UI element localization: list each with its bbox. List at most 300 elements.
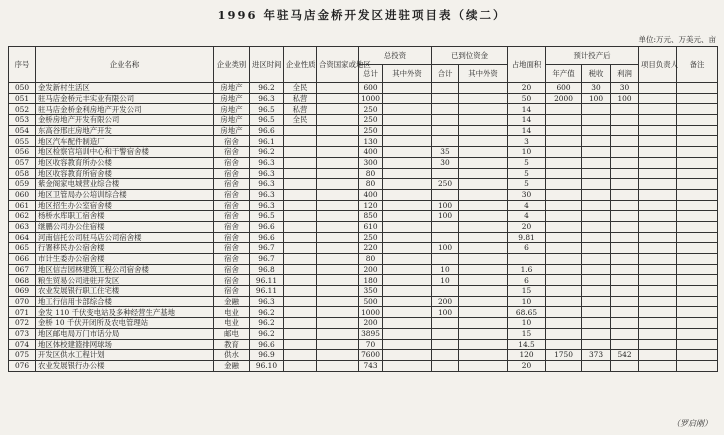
- cell-tax: [582, 243, 611, 254]
- cell-category: 房地产: [214, 104, 250, 115]
- cell-nature: 私营: [284, 104, 317, 115]
- cell-total: 80: [359, 168, 383, 179]
- cell-jv-country: [317, 275, 359, 286]
- cell-manager: [639, 275, 677, 286]
- cell-name: 地区收容教育所办公楼: [36, 157, 214, 168]
- cell-output: [546, 221, 582, 232]
- cell-profit: [611, 254, 639, 265]
- cell-no: 071: [9, 307, 36, 318]
- table-row: [9, 254, 718, 265]
- cell-category: 宿舍: [214, 275, 250, 286]
- cell-paid-total: 10: [432, 264, 459, 275]
- cell-name: 驻马店金桥元丰实业有限公司: [36, 93, 214, 104]
- cell-output: [546, 189, 582, 200]
- cell-paid-total: [432, 339, 459, 350]
- cell-note: [677, 286, 718, 297]
- cell-output: 600: [546, 83, 582, 94]
- cell-total: 130: [359, 136, 383, 147]
- header-jv-country: 合资国家或地区: [317, 47, 359, 83]
- cell-entry-time: 96.2: [250, 83, 284, 94]
- cell-paid-foreign: [459, 104, 508, 115]
- cell-name: 驻马店金桥金利房地产开发公司: [36, 104, 214, 115]
- cell-tax: [582, 296, 611, 307]
- cell-jv-country: [317, 115, 359, 126]
- cell-name: 金发新村生活区: [36, 83, 214, 94]
- cell-name: 地区体校建篮排网球场: [36, 339, 214, 350]
- cell-no: 076: [9, 360, 36, 371]
- header-category: 企业类别: [214, 47, 250, 83]
- header-foreign-total: 其中外资: [383, 65, 432, 83]
- cell-land: 15: [508, 286, 546, 297]
- table-row: [9, 318, 718, 329]
- cell-total: 220: [359, 243, 383, 254]
- cell-profit: [611, 328, 639, 339]
- cell-note: [677, 136, 718, 147]
- cell-output: 2000: [546, 93, 582, 104]
- cell-paid-total: 100: [432, 211, 459, 222]
- cell-category: 房地产: [214, 83, 250, 94]
- cell-total: 1000: [359, 307, 383, 318]
- cell-land: 10: [508, 147, 546, 158]
- cell-total: 3895: [359, 328, 383, 339]
- cell-manager: [639, 93, 677, 104]
- header-paid-foreign: 其中外资: [459, 65, 508, 83]
- cell-name: 河南信托公司驻马店公司宿舍楼: [36, 232, 214, 243]
- cell-output: [546, 157, 582, 168]
- cell-foreign-total: [383, 275, 432, 286]
- cell-jv-country: [317, 125, 359, 136]
- table-body: [9, 83, 718, 372]
- table-row: [9, 189, 718, 200]
- cell-entry-time: 96.6: [250, 232, 284, 243]
- cell-entry-time: 96.3: [250, 189, 284, 200]
- table-row: [9, 104, 718, 115]
- cell-profit: [611, 125, 639, 136]
- cell-paid-total: [432, 221, 459, 232]
- cell-nature: [284, 221, 317, 232]
- project-table: [8, 46, 718, 372]
- table-row: [9, 83, 718, 94]
- cell-foreign-total: [383, 264, 432, 275]
- table-row: [9, 211, 718, 222]
- table-row: [9, 115, 718, 126]
- cell-output: [546, 232, 582, 243]
- cell-nature: [284, 350, 317, 361]
- header-expected: 预计投产后: [546, 47, 639, 65]
- cell-nature: [284, 136, 317, 147]
- cell-nature: [284, 179, 317, 190]
- cell-nature: [284, 254, 317, 265]
- cell-tax: [582, 125, 611, 136]
- cell-category: 宿舍: [214, 211, 250, 222]
- cell-nature: [284, 275, 317, 286]
- cell-paid-foreign: [459, 83, 508, 94]
- cell-output: [546, 339, 582, 350]
- cell-paid-foreign: [459, 115, 508, 126]
- cell-paid-total: [432, 168, 459, 179]
- cell-foreign-total: [383, 221, 432, 232]
- cell-category: 金融: [214, 360, 250, 371]
- cell-no: 070: [9, 296, 36, 307]
- cell-output: [546, 328, 582, 339]
- cell-tax: [582, 147, 611, 158]
- cell-profit: [611, 307, 639, 318]
- cell-name: 地区汽车配件制造厂: [36, 136, 214, 147]
- cell-note: [677, 339, 718, 350]
- header-entry-time: 进区时间: [250, 47, 284, 83]
- cell-no: 056: [9, 147, 36, 158]
- cell-no: 065: [9, 243, 36, 254]
- cell-category: 教育: [214, 339, 250, 350]
- cell-entry-time: 96.6: [250, 221, 284, 232]
- cell-entry-time: 96.3: [250, 179, 284, 190]
- cell-tax: [582, 286, 611, 297]
- cell-manager: [639, 318, 677, 329]
- cell-jv-country: [317, 232, 359, 243]
- cell-paid-total: [432, 254, 459, 265]
- cell-category: 金融: [214, 296, 250, 307]
- cell-no: 060: [9, 189, 36, 200]
- cell-manager: [639, 286, 677, 297]
- cell-manager: [639, 104, 677, 115]
- cell-category: 宿舍: [214, 168, 250, 179]
- cell-name: 杨桥水库职工宿舍楼: [36, 211, 214, 222]
- cell-manager: [639, 328, 677, 339]
- cell-total: 850: [359, 211, 383, 222]
- units-note: 单位:万元、万美元、亩: [638, 35, 716, 44]
- cell-entry-time: 96.2: [250, 318, 284, 329]
- cell-category: 宿舍: [214, 179, 250, 190]
- cell-total: 200: [359, 264, 383, 275]
- cell-tax: [582, 104, 611, 115]
- cell-manager: [639, 296, 677, 307]
- cell-paid-foreign: [459, 168, 508, 179]
- cell-foreign-total: [383, 189, 432, 200]
- table-row: [9, 200, 718, 211]
- cell-output: [546, 243, 582, 254]
- cell-no: 055: [9, 136, 36, 147]
- cell-nature: [284, 200, 317, 211]
- cell-no: 064: [9, 232, 36, 243]
- cell-tax: [582, 254, 611, 265]
- cell-manager: [639, 179, 677, 190]
- cell-total: 80: [359, 179, 383, 190]
- cell-paid-foreign: [459, 360, 508, 371]
- cell-foreign-total: [383, 232, 432, 243]
- cell-paid-foreign: [459, 275, 508, 286]
- cell-nature: [284, 286, 317, 297]
- cell-profit: [611, 157, 639, 168]
- cell-entry-time: 96.7: [250, 254, 284, 265]
- cell-tax: [582, 200, 611, 211]
- cell-jv-country: [317, 189, 359, 200]
- cell-profit: [611, 136, 639, 147]
- cell-output: [546, 264, 582, 275]
- cell-no: 062: [9, 211, 36, 222]
- cell-land: 6: [508, 275, 546, 286]
- cell-manager: [639, 115, 677, 126]
- cell-jv-country: [317, 168, 359, 179]
- cell-jv-country: [317, 221, 359, 232]
- cell-foreign-total: [383, 200, 432, 211]
- cell-profit: [611, 221, 639, 232]
- cell-manager: [639, 168, 677, 179]
- cell-output: [546, 179, 582, 190]
- cell-land: 14: [508, 125, 546, 136]
- cell-paid-total: [432, 93, 459, 104]
- cell-tax: [582, 189, 611, 200]
- header-land: 占地面积: [508, 47, 546, 83]
- cell-profit: [611, 296, 639, 307]
- cell-note: [677, 189, 718, 200]
- cell-foreign-total: [383, 93, 432, 104]
- cell-foreign-total: [383, 254, 432, 265]
- cell-land: 9.81: [508, 232, 546, 243]
- cell-output: [546, 104, 582, 115]
- cell-land: 20: [508, 83, 546, 94]
- cell-paid-total: 30: [432, 157, 459, 168]
- cell-profit: [611, 179, 639, 190]
- cell-foreign-total: [383, 286, 432, 297]
- cell-total: 250: [359, 104, 383, 115]
- cell-entry-time: 96.8: [250, 264, 284, 275]
- cell-profit: 30: [611, 83, 639, 94]
- cell-nature: 全民: [284, 115, 317, 126]
- cell-no: 061: [9, 200, 36, 211]
- cell-entry-time: 96.5: [250, 104, 284, 115]
- table-row: [9, 221, 718, 232]
- cell-note: [677, 264, 718, 275]
- cell-no: 069: [9, 286, 36, 297]
- cell-manager: [639, 350, 677, 361]
- cell-output: [546, 275, 582, 286]
- cell-nature: 全民: [284, 83, 317, 94]
- cell-note: [677, 115, 718, 126]
- cell-nature: [284, 232, 317, 243]
- cell-land: 30: [508, 189, 546, 200]
- cell-entry-time: 96.3: [250, 168, 284, 179]
- cell-entry-time: 96.6: [250, 125, 284, 136]
- cell-no: 066: [9, 254, 36, 265]
- page-title: 1996 年驻马店金桥开发区进驻项目表（续二）: [217, 8, 507, 22]
- cell-paid-foreign: [459, 136, 508, 147]
- cell-no: 058: [9, 168, 36, 179]
- cell-name: 地区检察官培训中心和干警宿舍楼: [36, 147, 214, 158]
- cell-tax: [582, 168, 611, 179]
- cell-manager: [639, 157, 677, 168]
- cell-land: 20: [508, 360, 546, 371]
- cell-land: 10: [508, 296, 546, 307]
- cell-paid-total: [432, 104, 459, 115]
- cell-nature: [284, 360, 317, 371]
- cell-manager: [639, 264, 677, 275]
- table-row: [9, 157, 718, 168]
- cell-category: 供水: [214, 350, 250, 361]
- cell-no: 074: [9, 339, 36, 350]
- cell-name: 行署移民办公宿舍楼: [36, 243, 214, 254]
- cell-jv-country: [317, 360, 359, 371]
- cell-output: [546, 360, 582, 371]
- cell-foreign-total: [383, 104, 432, 115]
- cell-name: 地工行信用卡部综合楼: [36, 296, 214, 307]
- cell-land: 6: [508, 243, 546, 254]
- cell-name: 地区招生办公室宿舍楼: [36, 200, 214, 211]
- cell-paid-total: 100: [432, 307, 459, 318]
- cell-total: 250: [359, 232, 383, 243]
- cell-profit: [611, 318, 639, 329]
- cell-foreign-total: [383, 168, 432, 179]
- cell-no: 057: [9, 157, 36, 168]
- cell-profit: [611, 264, 639, 275]
- cell-note: [677, 211, 718, 222]
- cell-name: 农业发展银行职工住宅楼: [36, 286, 214, 297]
- cell-note: [677, 147, 718, 158]
- cell-no: 054: [9, 125, 36, 136]
- cell-total: 70: [359, 339, 383, 350]
- cell-entry-time: 96.3: [250, 157, 284, 168]
- cell-manager: [639, 254, 677, 265]
- cell-jv-country: [317, 307, 359, 318]
- cell-entry-time: 96.6: [250, 339, 284, 350]
- cell-output: [546, 307, 582, 318]
- cell-note: [677, 221, 718, 232]
- table-row: [9, 264, 718, 275]
- cell-name: 地区邮电局万门市话分局: [36, 328, 214, 339]
- cell-jv-country: [317, 286, 359, 297]
- cell-profit: [611, 232, 639, 243]
- cell-output: 1750: [546, 350, 582, 361]
- cell-category: 宿舍: [214, 254, 250, 265]
- cell-foreign-total: [383, 157, 432, 168]
- cell-nature: [284, 168, 317, 179]
- cell-profit: [611, 339, 639, 350]
- cell-total: 200: [359, 318, 383, 329]
- cell-foreign-total: [383, 83, 432, 94]
- cell-total: 7600: [359, 350, 383, 361]
- cell-total: 500: [359, 296, 383, 307]
- table-row: [9, 136, 718, 147]
- cell-nature: [284, 339, 317, 350]
- cell-land: 68.65: [508, 307, 546, 318]
- header-total: 总计: [359, 65, 383, 83]
- cell-no: 059: [9, 179, 36, 190]
- cell-land: 14: [508, 115, 546, 126]
- cell-land: 5: [508, 179, 546, 190]
- cell-profit: [611, 168, 639, 179]
- cell-paid-foreign: [459, 350, 508, 361]
- cell-paid-foreign: [459, 339, 508, 350]
- cell-note: [677, 243, 718, 254]
- cell-manager: [639, 360, 677, 371]
- cell-entry-time: 96.3: [250, 200, 284, 211]
- cell-nature: [284, 264, 317, 275]
- header-name: 企业名称: [36, 47, 214, 83]
- cell-foreign-total: [383, 115, 432, 126]
- table-row: [9, 232, 718, 243]
- cell-land: 120: [508, 350, 546, 361]
- cell-note: [677, 350, 718, 361]
- cell-tax: 30: [582, 83, 611, 94]
- cell-manager: [639, 136, 677, 147]
- cell-paid-foreign: [459, 157, 508, 168]
- cell-tax: [582, 232, 611, 243]
- cell-note: [677, 200, 718, 211]
- cell-total: 250: [359, 115, 383, 126]
- cell-note: [677, 296, 718, 307]
- cell-foreign-total: [383, 125, 432, 136]
- cell-profit: [611, 286, 639, 297]
- cell-category: 宿舍: [214, 232, 250, 243]
- cell-entry-time: 96.2: [250, 147, 284, 158]
- cell-entry-time: 96.11: [250, 286, 284, 297]
- cell-total: 400: [359, 189, 383, 200]
- cell-paid-total: [432, 136, 459, 147]
- cell-paid-foreign: [459, 286, 508, 297]
- cell-no: 067: [9, 264, 36, 275]
- cell-manager: [639, 200, 677, 211]
- cell-category: 宿舍: [214, 136, 250, 147]
- cell-total: 1000: [359, 93, 383, 104]
- cell-note: [677, 318, 718, 329]
- cell-tax: [582, 221, 611, 232]
- cell-land: 5: [508, 157, 546, 168]
- cell-jv-country: [317, 93, 359, 104]
- cell-entry-time: 96.9: [250, 350, 284, 361]
- cell-paid-total: 35: [432, 147, 459, 158]
- cell-jv-country: [317, 318, 359, 329]
- cell-land: 5: [508, 168, 546, 179]
- cell-jv-country: [317, 157, 359, 168]
- cell-total: 400: [359, 147, 383, 158]
- cell-category: 房地产: [214, 125, 250, 136]
- table-row: [9, 350, 718, 361]
- cell-paid-total: [432, 350, 459, 361]
- cell-nature: [284, 125, 317, 136]
- cell-manager: [639, 243, 677, 254]
- cell-tax: [582, 307, 611, 318]
- cell-land: 10: [508, 318, 546, 329]
- cell-manager: [639, 125, 677, 136]
- cell-tax: [582, 179, 611, 190]
- cell-name: 地区信吉园林建筑工程公司宿舍楼: [36, 264, 214, 275]
- cell-paid-total: 200: [432, 296, 459, 307]
- cell-foreign-total: [383, 307, 432, 318]
- cell-manager: [639, 232, 677, 243]
- cell-paid-foreign: [459, 328, 508, 339]
- cell-category: 电业: [214, 318, 250, 329]
- cell-foreign-total: [383, 243, 432, 254]
- cell-tax: [582, 318, 611, 329]
- table-row: [9, 179, 718, 190]
- cell-output: [546, 296, 582, 307]
- header-tax: 税收: [582, 65, 611, 83]
- cell-profit: [611, 104, 639, 115]
- cell-total: 120: [359, 200, 383, 211]
- footer-author: （罗启刚）: [672, 419, 712, 428]
- cell-category: 宿舍: [214, 147, 250, 158]
- cell-entry-time: 96.5: [250, 211, 284, 222]
- cell-name: 金桥 10 千伏开闭所及农电管理站: [36, 318, 214, 329]
- cell-land: 3: [508, 136, 546, 147]
- cell-entry-time: 96.10: [250, 360, 284, 371]
- cell-note: [677, 232, 718, 243]
- cell-jv-country: [317, 211, 359, 222]
- cell-total: 743: [359, 360, 383, 371]
- header-paid-in: 已到位资金: [432, 47, 508, 65]
- cell-profit: [611, 147, 639, 158]
- cell-profit: [611, 200, 639, 211]
- cell-manager: [639, 83, 677, 94]
